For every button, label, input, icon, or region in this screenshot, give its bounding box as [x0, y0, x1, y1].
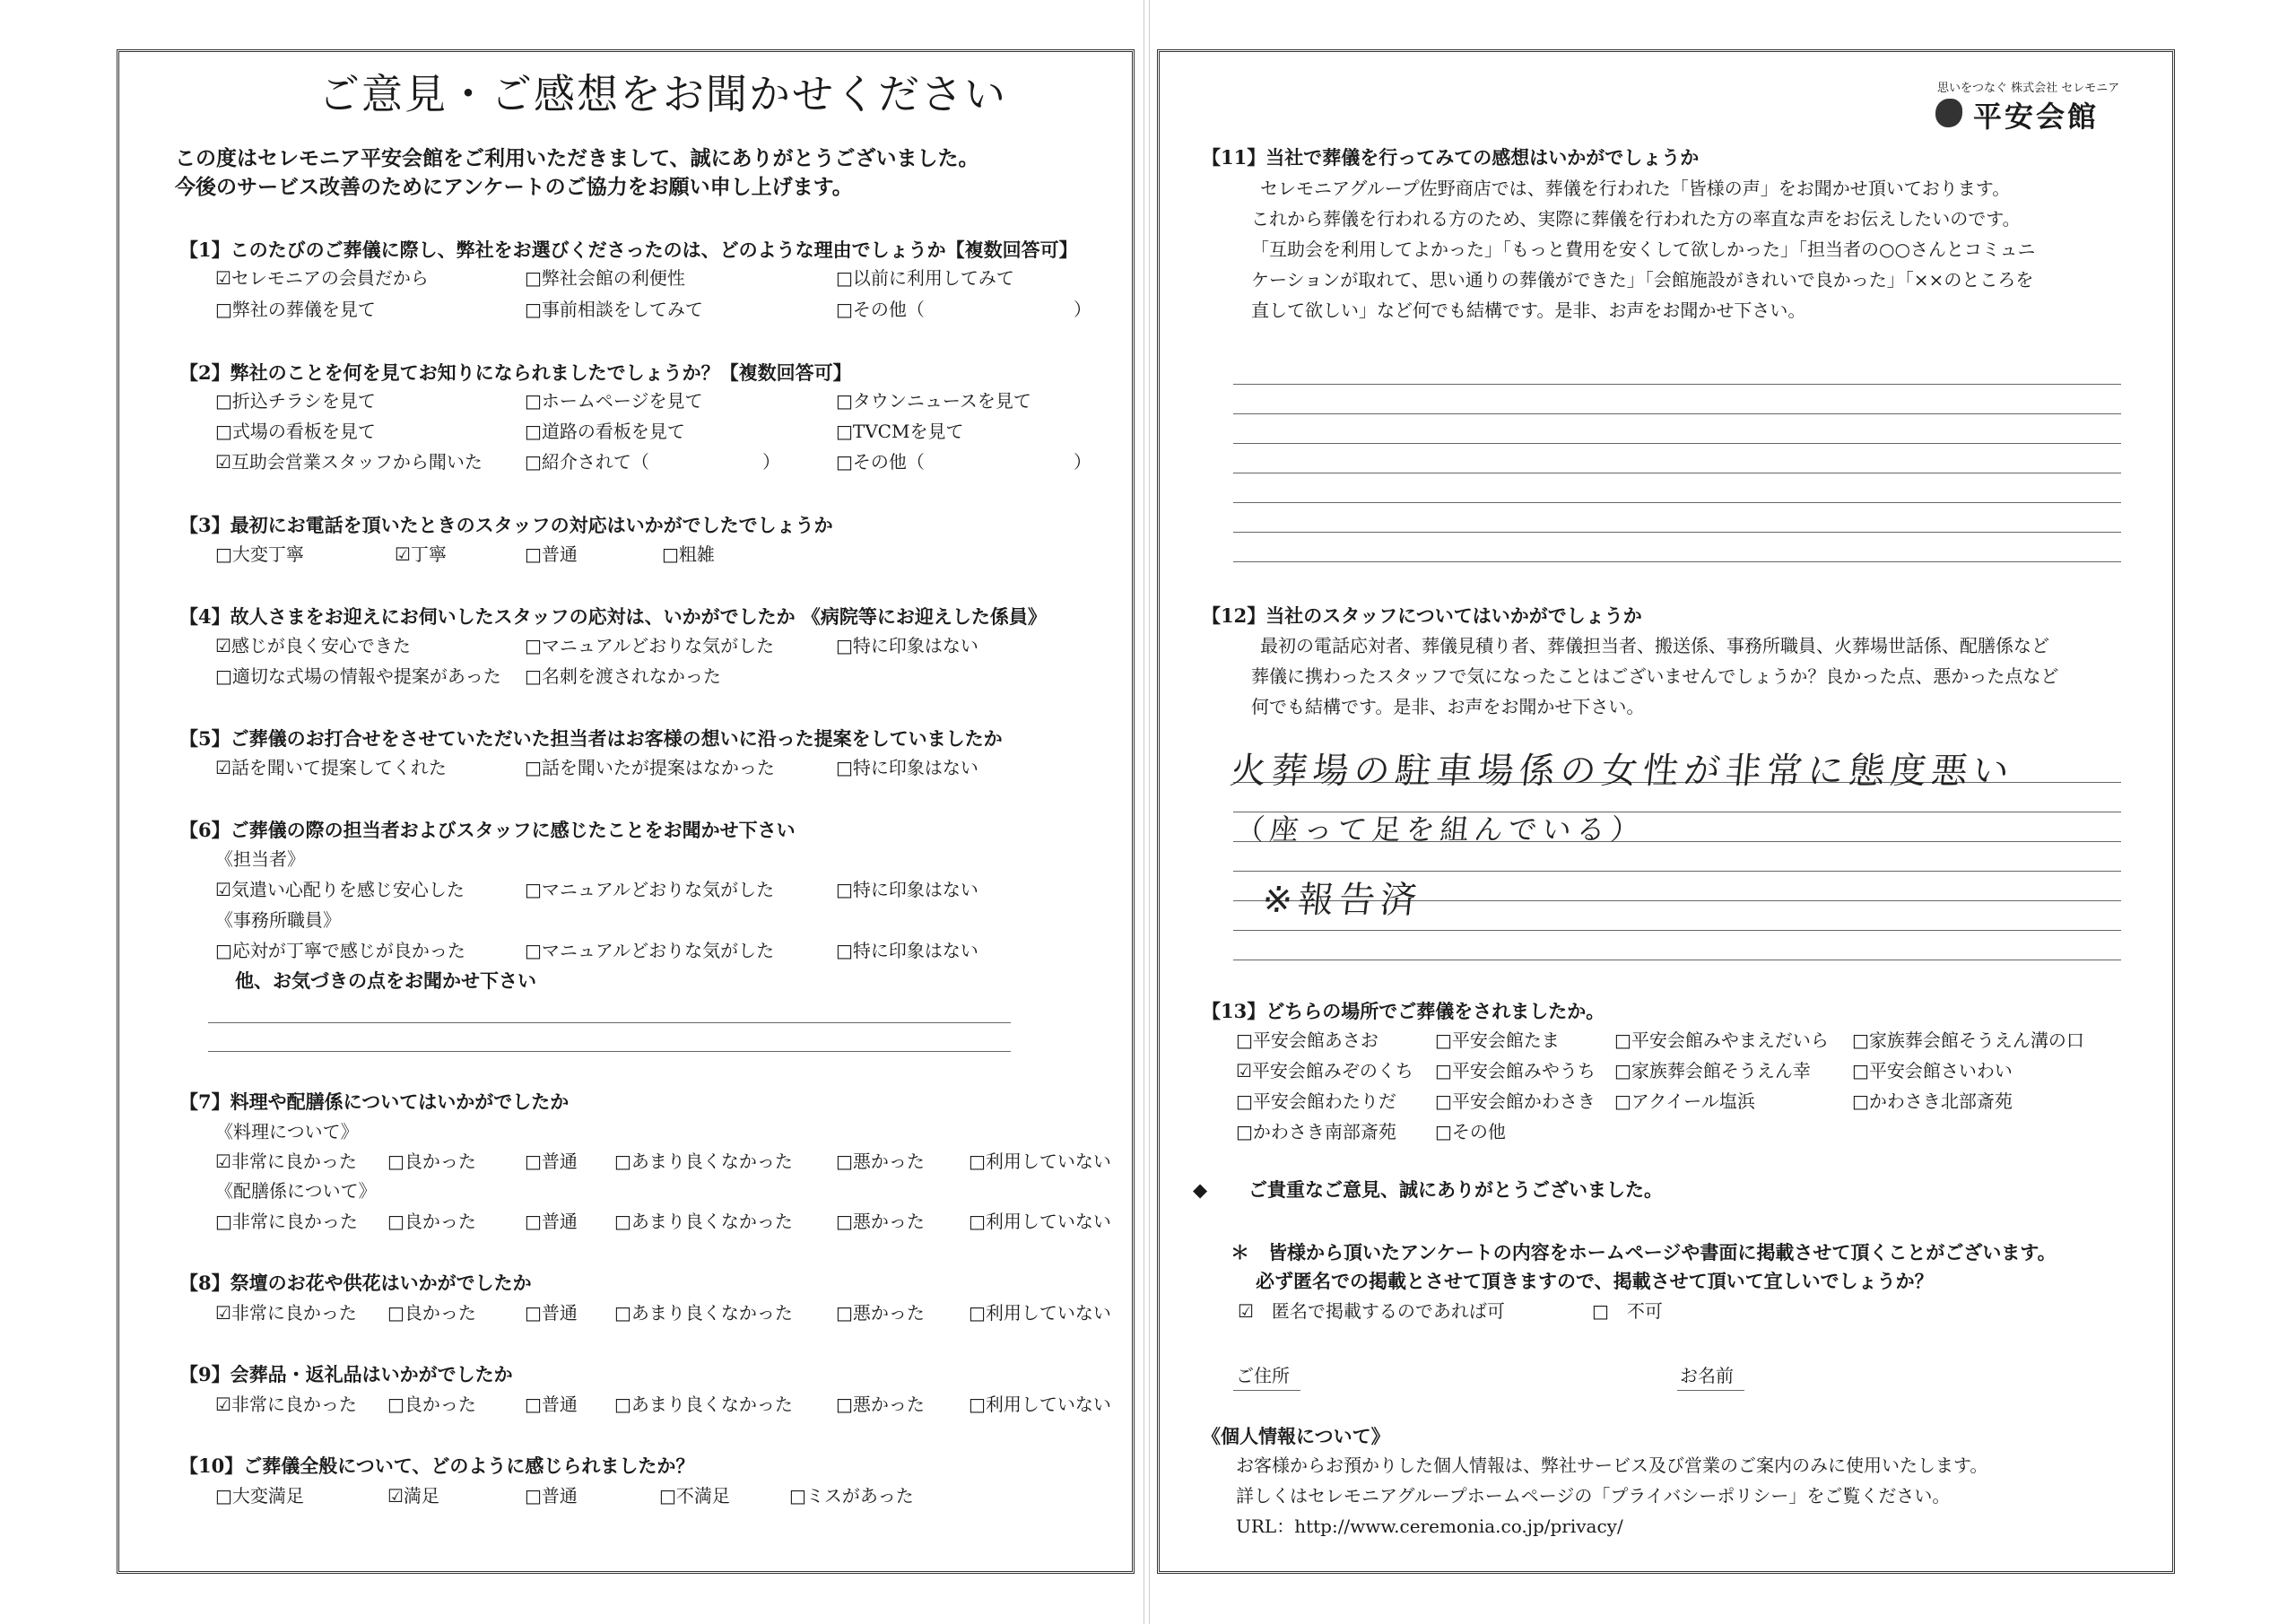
- handwritten-comment-line: ※報告済: [1260, 880, 1424, 921]
- q7-food-option[interactable]: □悪かった: [836, 1151, 925, 1172]
- q2-option[interactable]: ☑互助会営業スタッフから聞いた: [215, 451, 483, 473]
- q10-option[interactable]: □ミスがあった: [789, 1485, 914, 1507]
- q1-option[interactable]: □以前に利用してみて: [836, 267, 1014, 289]
- address-label: ご住所: [1236, 1365, 1290, 1386]
- q4-option[interactable]: □適切な式場の情報や提案があった: [215, 665, 501, 687]
- q8-option[interactable]: ☑非常に良かった: [215, 1302, 357, 1324]
- q2-option[interactable]: □式場の看板を見て: [215, 421, 376, 442]
- q3-title: 【3】最初にお電話を頂いたときのスタッフの対応はいかがでしたでしょうか: [179, 514, 833, 536]
- q11-body-line: 直して欲しい」など何でも結構です。是非、お声をお聞かせ下さい。: [1251, 300, 1806, 321]
- q13-option[interactable]: ☑平安会館みぞのくち: [1236, 1060, 1413, 1081]
- logo-name: 平安会館: [1973, 100, 2100, 134]
- q12-title: 【12】当社のスタッフについてはいかがでしょうか: [1202, 604, 1642, 627]
- q2-paren-close: ）: [1074, 451, 1091, 473]
- q7-sub-serving: 《配膳係について》: [215, 1180, 377, 1202]
- handwritten-comment-line: 火葬場の駐車場係の女性が非常に態度悪い: [1228, 751, 2017, 792]
- q13-option[interactable]: □平安会館さいわい: [1852, 1060, 2013, 1081]
- q9-option[interactable]: □良かった: [387, 1394, 476, 1415]
- q13-option[interactable]: □かわさき北部斎苑: [1852, 1090, 2013, 1112]
- q2-option[interactable]: □道路の看板を見て: [525, 421, 685, 442]
- q11-answer-line[interactable]: [1233, 561, 2121, 562]
- q8-option[interactable]: □あまり良くなかった: [614, 1302, 793, 1324]
- q9-title: 【9】会葬品・返礼品はいかがでしたか: [179, 1363, 513, 1385]
- q8-option[interactable]: □普通: [525, 1302, 578, 1324]
- q6-title: 【6】ご葬儀の際の担当者およびスタッフに感じたことをお聞かせ下さい: [179, 819, 796, 841]
- q7-title: 【7】料理や配膳係についてはいかがでしたか: [179, 1090, 570, 1113]
- q11-answer-line[interactable]: [1233, 443, 2121, 444]
- q13-title: 【13】どちらの場所でご葬儀をされましたか。: [1202, 1000, 1605, 1022]
- privacy-line2: 詳しくはセレモニアグループホームページの「プライバシーポリシー」をご覧ください。: [1236, 1485, 1951, 1507]
- q2-option[interactable]: □折込チラシを見て: [215, 390, 376, 412]
- privacy-url[interactable]: URL：http://www.ceremonia.co.jp/privacy/: [1236, 1515, 1623, 1537]
- q13-option[interactable]: □家族葬会館そうえん幸: [1614, 1060, 1811, 1081]
- q6-other-label: 他、お気づきの点をお聞かせ下さい: [235, 969, 536, 992]
- q10-title: 【10】ご葬儀全般について、どのように感じられましたか？: [179, 1455, 695, 1477]
- q7-food-option[interactable]: □利用していない: [969, 1151, 1111, 1172]
- q2-paren-close: ）: [762, 451, 780, 473]
- q6-staff-option[interactable]: □マニュアルどおりな気がした: [525, 879, 775, 900]
- publish-consent-no[interactable]: □ 不可: [1592, 1300, 1663, 1322]
- q1-option[interactable]: □事前相談をしてみて: [525, 299, 703, 320]
- q6-office-option[interactable]: □応対が丁寧で感じが良かった: [215, 940, 465, 961]
- q12-body-line: 何でも結構です。是非、お声をお聞かせ下さい。: [1251, 696, 1645, 717]
- q9-option[interactable]: □あまり良くなかった: [614, 1394, 793, 1415]
- thanks-mark-icon: ◆: [1193, 1178, 1208, 1201]
- q13-option[interactable]: □アクイール塩浜: [1614, 1090, 1755, 1112]
- q7-serving-option[interactable]: □良かった: [387, 1211, 476, 1232]
- q12-answer-line[interactable]: [1233, 930, 2121, 931]
- q11-answer-line[interactable]: [1233, 384, 2121, 385]
- address-field[interactable]: [1233, 1390, 1300, 1391]
- q9-option[interactable]: □利用していない: [969, 1394, 1111, 1415]
- q13-option[interactable]: □平安会館みやうち: [1435, 1060, 1596, 1081]
- q1-option[interactable]: □その他（: [836, 299, 925, 320]
- q6-sub-office: 《事務所職員》: [215, 909, 341, 931]
- q13-option[interactable]: □平安会館わたりだ: [1236, 1090, 1396, 1112]
- publish-notice-line2: 必ず匿名での掲載とさせて頂きますので、掲載させて頂いて宜しいでしょうか？: [1256, 1270, 1934, 1292]
- q11-body-line: ケーションが取れて、思い通りの葬儀ができた」「会館施設がきれいで良かった」「××のところを: [1251, 269, 2034, 291]
- q2-option[interactable]: □紹介されて（: [525, 451, 649, 473]
- q3-option[interactable]: □大変丁寧: [215, 543, 304, 565]
- logo-mark-icon: [1935, 99, 1962, 127]
- page-fold: [1144, 0, 1150, 1624]
- q13-option[interactable]: □平安会館たま: [1435, 1029, 1560, 1051]
- q6-answer-line[interactable]: [208, 1051, 1011, 1052]
- q7-food-option[interactable]: □普通: [525, 1151, 578, 1172]
- q7-serving-option[interactable]: □あまり良くなかった: [614, 1211, 793, 1232]
- q5-title: 【5】ご葬儀のお打合せをさせていただいた担当者はお客様の想いに沿った提案をしていましたか: [179, 727, 1003, 750]
- intro-line-1: この度はセレモニア平安会館をご利用いただきまして、誠にありがとうございました。: [175, 146, 979, 170]
- q7-sub-food: 《料理について》: [215, 1121, 359, 1142]
- q10-option[interactable]: ☑満足: [387, 1485, 439, 1507]
- q4-option[interactable]: □特に印象はない: [836, 635, 978, 656]
- q5-option[interactable]: □話を聞いたが提案はなかった: [525, 757, 775, 778]
- q13-option[interactable]: □平安会館かわさき: [1435, 1090, 1596, 1112]
- q12-body-line: 最初の電話応対者、葬儀見積り者、葬儀担当者、搬送係、事務所職員、火葬場世話係、配膳係など: [1260, 635, 2049, 656]
- q6-answer-line[interactable]: [208, 1022, 1011, 1023]
- q9-option[interactable]: □悪かった: [836, 1394, 925, 1415]
- q5-option[interactable]: □特に印象はない: [836, 757, 978, 778]
- q3-option[interactable]: ☑丁寧: [395, 543, 447, 565]
- q13-option[interactable]: □平安会館あさお: [1236, 1029, 1378, 1051]
- q11-body-line: 「互助会を利用してよかった」「もっと費用を安くして欲しかった」「担当者の○○さんとコミュニ: [1251, 239, 2036, 260]
- q7-serving-option[interactable]: □悪かった: [836, 1211, 925, 1232]
- publish-notice-line1: ＊ 皆様から頂いたアンケートの内容をホームページや書面に掲載させて頂くことがございます。: [1231, 1241, 2057, 1264]
- q9-option[interactable]: □普通: [525, 1394, 578, 1415]
- q7-food-option[interactable]: □あまり良くなかった: [614, 1151, 793, 1172]
- q7-food-option[interactable]: ☑非常に良かった: [215, 1151, 357, 1172]
- thanks-text: ご貴重なご意見、誠にありがとうございました。: [1248, 1178, 1663, 1201]
- q5-option[interactable]: ☑話を聞いて提案してくれた: [215, 757, 447, 778]
- q8-option[interactable]: □良かった: [387, 1302, 476, 1324]
- q8-option[interactable]: □利用していない: [969, 1302, 1111, 1324]
- q13-option[interactable]: □家族葬会館そうえん溝の口: [1852, 1029, 2084, 1051]
- q9-option[interactable]: ☑非常に良かった: [215, 1394, 357, 1415]
- page-title: ご意見・ご感想をお聞かせください: [318, 70, 1007, 118]
- q11-answer-line[interactable]: [1233, 502, 2121, 503]
- q2-option[interactable]: □ホームページを見て: [525, 390, 703, 412]
- q13-option[interactable]: □かわさき南部斎苑: [1236, 1121, 1396, 1142]
- q12-body-line: 葬儀に携わったスタッフで気になったことはございませんでしょうか？良かった点、悪かった点など: [1251, 665, 2059, 687]
- q7-serving-option[interactable]: □利用していない: [969, 1211, 1111, 1232]
- q1-option[interactable]: □弊社の葬儀を見て: [215, 299, 376, 320]
- q10-option[interactable]: □普通: [525, 1485, 578, 1507]
- q1-option[interactable]: ☑セレモニアの会員だから: [215, 267, 429, 289]
- q11-body-line: これから葬儀を行われる方のため、実際に葬儀を行われた方の率直な声をお伝えしたいのです。: [1251, 208, 2021, 230]
- q11-answer-line[interactable]: [1233, 413, 2121, 414]
- q8-title: 【8】祭壇のお花や供花はいかがでしたか: [179, 1272, 532, 1294]
- q13-option[interactable]: □平安会館みやまえだいら: [1614, 1029, 1829, 1051]
- q3-option[interactable]: □粗雑: [662, 543, 715, 565]
- q8-option[interactable]: □悪かった: [836, 1302, 925, 1324]
- q4-option[interactable]: □マニュアルどおりな気がした: [525, 635, 775, 656]
- privacy-line1: お客様からお預かりした個人情報は、弊社サービス及び営業のご案内のみに使用いたします。: [1236, 1455, 1988, 1476]
- q2-title: 【2】弊社のことを何を見てお知りになられましたでしょうか？【複数回答可】: [179, 361, 852, 384]
- q11-body-line: セレモニアグループ佐野商店では、葬儀を行われた「皆様の声」をお聞かせ頂いております。: [1260, 178, 2011, 199]
- q11-answer-line[interactable]: [1233, 532, 2121, 533]
- q13-option[interactable]: □その他: [1435, 1121, 1506, 1142]
- q4-option[interactable]: ☑感じが良く安心できた: [215, 635, 411, 656]
- privacy-title: 《個人情報について》: [1202, 1425, 1390, 1447]
- q4-title: 【4】故人さまをお迎えにお伺いしたスタッフの応対は、いかがでしたか 《病院等にお迎えした係員》: [179, 605, 1047, 628]
- q10-option[interactable]: □大変満足: [215, 1485, 304, 1507]
- q10-option[interactable]: □不満足: [659, 1485, 730, 1507]
- q7-serving-option[interactable]: □普通: [525, 1211, 578, 1232]
- q2-option[interactable]: □TVCMを見て: [836, 421, 964, 442]
- q6-staff-option[interactable]: ☑気遣い心配りを感じ安心した: [215, 879, 465, 900]
- q6-office-option[interactable]: □特に印象はない: [836, 940, 978, 961]
- q3-option[interactable]: □普通: [525, 543, 578, 565]
- q6-office-option[interactable]: □マニュアルどおりな気がした: [525, 940, 775, 961]
- q6-staff-option[interactable]: □特に印象はない: [836, 879, 978, 900]
- q1-option[interactable]: □弊社会館の利便性: [525, 267, 685, 289]
- q1-title: 【1】このたびのご葬儀に際し、弊社をお選びくださったのは、どのような理由でしょうか【複数回答可】: [179, 239, 1078, 261]
- q1-paren-close: ）: [1074, 299, 1091, 320]
- name-label: お名前: [1680, 1365, 1734, 1386]
- q4-option[interactable]: □名刺を渡されなかった: [525, 665, 721, 687]
- handwritten-comment-line: （座って足を組んでいる）: [1233, 812, 1647, 847]
- q7-serving-option[interactable]: □非常に良かった: [215, 1211, 358, 1232]
- publish-consent-yes[interactable]: ☑ 匿名で掲載するのであれば可: [1238, 1300, 1505, 1322]
- intro-line-2: 今後のサービス改善のためにアンケートのご協力をお願い申し上げます。: [175, 175, 853, 199]
- logo-tagline: 思いをつなぐ 株式会社 セレモニア: [1937, 82, 2120, 95]
- q7-food-option[interactable]: □良かった: [387, 1151, 476, 1172]
- q11-title: 【11】当社で葬儀を行ってみての感想はいかがでしょうか: [1202, 146, 1700, 169]
- q2-option[interactable]: □タウンニュースを見て: [836, 390, 1031, 412]
- q6-sub-staff: 《担当者》: [215, 848, 305, 870]
- q2-option[interactable]: □その他（: [836, 451, 925, 473]
- name-field[interactable]: [1677, 1390, 1744, 1391]
